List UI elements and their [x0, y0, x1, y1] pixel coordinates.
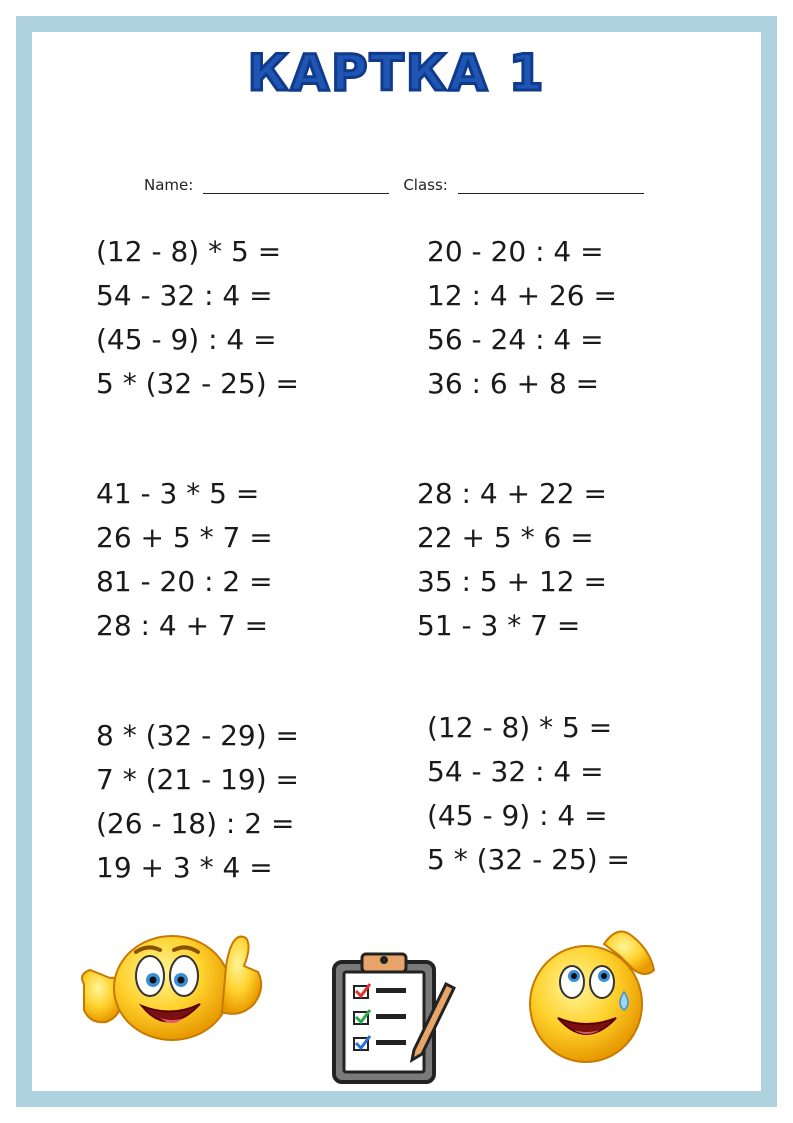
exercise: (26 - 18) : 2 =: [96, 807, 295, 840]
student-info: [144, 176, 644, 194]
thinking-emoji-icon: [524, 926, 664, 1066]
exercise: 56 - 24 : 4 =: [427, 323, 604, 356]
exercise-group-2-left: [96, 472, 273, 648]
exercise-group-3-right: [427, 706, 630, 882]
exercise: 35 : 5 + 12 =: [417, 565, 607, 598]
exercise: 41 - 3 * 5 =: [96, 477, 260, 510]
exercise: 8 * (32 - 29) =: [96, 719, 299, 752]
exercise: 28 : 4 + 22 =: [417, 477, 607, 510]
exercise: 22 + 5 * 6 =: [417, 521, 594, 554]
exercise-group-1-left: [96, 230, 299, 406]
exercise: (12 - 8) * 5 =: [96, 235, 282, 268]
exercise: 81 - 20 : 2 =: [96, 565, 273, 598]
exercise: (45 - 9) : 4 =: [96, 323, 277, 356]
page-title: КАРТКА 1: [247, 44, 546, 102]
exercise-group-3-left: [96, 714, 299, 890]
exercise: 54 - 32 : 4 =: [96, 279, 273, 312]
exercise: 36 : 6 + 8 =: [427, 367, 600, 400]
exercise: 28 : 4 + 7 =: [96, 609, 269, 642]
thumbs-up-emoji-icon: [76, 926, 266, 1046]
clipboard-checklist-icon: [330, 950, 458, 1086]
exercise: (12 - 8) * 5 =: [427, 711, 613, 744]
exercise: (45 - 9) : 4 =: [427, 799, 608, 832]
exercise: 54 - 32 : 4 =: [427, 755, 604, 788]
name-label: Name:: [144, 176, 194, 194]
exercise: 5 * (32 - 25) =: [96, 367, 299, 400]
exercise-group-2-right: [417, 472, 607, 648]
exercise: 19 + 3 * 4 =: [96, 851, 273, 884]
exercise: 20 - 20 : 4 =: [427, 235, 604, 268]
exercise-group-1-right: [427, 230, 617, 406]
exercise: 12 : 4 + 26 =: [427, 279, 617, 312]
class-label: Class:: [403, 176, 448, 194]
class-field[interactable]: [458, 179, 644, 194]
exercise: 7 * (21 - 19) =: [96, 763, 299, 796]
name-field[interactable]: [203, 179, 389, 194]
exercise: 5 * (32 - 25) =: [427, 843, 630, 876]
exercise: 26 + 5 * 7 =: [96, 521, 273, 554]
exercise: 51 - 3 * 7 =: [417, 609, 581, 642]
